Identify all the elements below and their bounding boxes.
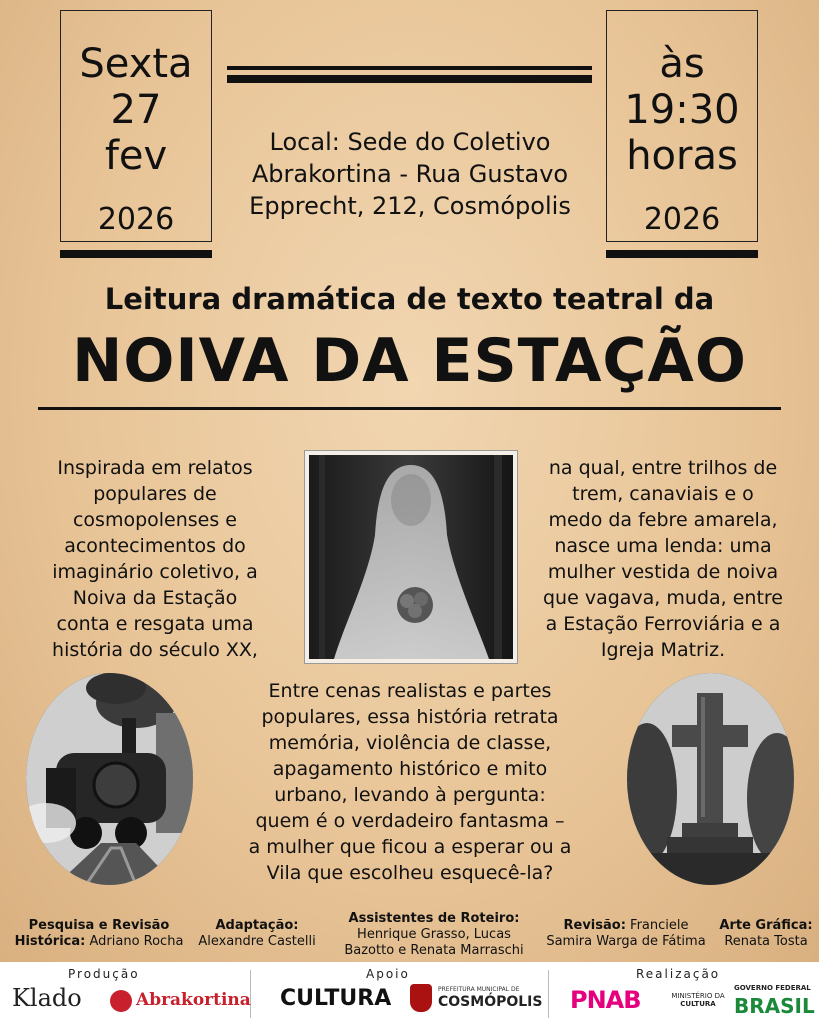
apoio-label: Apoio <box>366 967 410 981</box>
text-left-line: acontecimentos do <box>64 535 246 557</box>
time-hour: 19:30 <box>624 87 740 133</box>
credit-revisao-name: Franciele <box>630 918 689 933</box>
text-left-line: conta e resgata uma <box>56 613 254 635</box>
text-left-line: Noiva da Estação <box>72 587 238 609</box>
text-left <box>30 455 280 663</box>
location-text <box>215 126 605 222</box>
credit-arte-name: Renata Tosta <box>724 934 808 949</box>
top-rule-2 <box>227 75 592 83</box>
train-image <box>26 673 193 885</box>
text-left-line: Inspirada em relatos <box>57 457 253 479</box>
credit-revisao-label: Revisão: <box>563 918 626 933</box>
text-right-line: nasce uma lenda: uma <box>554 535 772 557</box>
date-weekday: Sexta <box>79 41 193 87</box>
pnab-logo: PNAB <box>570 986 641 1014</box>
location-line-1: Local: Sede do Coletivo <box>269 128 551 156</box>
text-center-line: populares, essa história retrata <box>261 706 559 728</box>
credit-revisao-name-2: Samira Warga de Fátima <box>546 934 706 949</box>
text-left-line: cosmopolenses e <box>72 509 237 531</box>
credit-pesquisa-name: Adriano Rocha <box>89 934 184 949</box>
date-underline <box>60 250 212 258</box>
text-center-line: Entre cenas realistas e partes <box>268 680 552 702</box>
credit-pesquisa-label: Pesquisa e Revisão <box>28 918 170 933</box>
text-left-line: imaginário coletivo, a <box>52 561 258 583</box>
top-rule-1 <box>227 66 592 70</box>
text-right-line: que vagava, muda, entre <box>543 587 783 609</box>
bride-illustration <box>309 455 513 659</box>
credit-assistentes-name: Bazotto e Renata Marraschi <box>344 943 524 958</box>
text-right-line: a Estação Ferroviária e a <box>545 613 781 635</box>
credit-assistentes-label: Assistentes de Roteiro: <box>348 911 520 926</box>
bride-photo <box>305 451 517 663</box>
date-box <box>60 10 212 242</box>
footer-divider <box>548 970 549 1018</box>
time-prefix: às <box>659 41 705 87</box>
text-center-line: urbano, levando à pergunta: <box>274 784 546 806</box>
abrakortina-icon <box>110 990 132 1012</box>
text-left-line: história do século XX, <box>52 639 258 661</box>
abrakortina-logo: Abrakortina <box>136 990 251 1010</box>
credit-pesquisa <box>4 918 194 950</box>
credit-adaptacao <box>190 918 324 950</box>
credit-pesquisa-label-2: Histórica: <box>14 934 86 949</box>
sponsor-footer <box>0 962 819 1024</box>
text-right-line: na qual, entre trilhos de <box>548 457 778 479</box>
cultura-logo: CULTURA <box>280 986 392 1011</box>
time-year: 2026 <box>643 202 721 237</box>
text-center-line: memória, violência de classe, <box>268 732 552 754</box>
cross-image <box>627 673 794 885</box>
brasil-logo: BRASIL <box>734 994 815 1018</box>
event-subtitle: Leitura dramática de texto teatral da <box>104 282 715 316</box>
producao-label: Produção <box>68 967 140 981</box>
cosmopolis-crest-icon <box>410 984 432 1012</box>
text-right-line: mulher vestida de noiva <box>547 561 779 583</box>
realizacao-label: Realização <box>636 967 721 981</box>
time-box <box>606 10 758 242</box>
date-year: 2026 <box>97 202 175 237</box>
text-center-line: Vila que escolheu esquecê-la? <box>266 862 554 884</box>
text-center-line: apagamento histórico e mito <box>272 758 548 780</box>
credit-adaptacao-label: Adaptação: <box>215 918 299 933</box>
title-underline <box>38 407 781 410</box>
date-day: 27 <box>110 87 162 133</box>
credit-revisao <box>536 918 716 950</box>
text-right-line: trem, canaviais e o <box>572 483 754 505</box>
credit-arte <box>714 918 818 950</box>
credit-adaptacao-name: Alexandre Castelli <box>198 934 316 949</box>
ministerio-logo <box>668 992 728 1008</box>
time-unit: horas <box>626 133 738 179</box>
cosmopolis-subtitle: PREFEITURA MUNICIPAL DE <box>438 986 520 993</box>
text-right-line: Igreja Matriz. <box>600 639 726 661</box>
location-line-2: Abrakortina - Rua Gustavo <box>251 160 569 188</box>
text-center <box>215 678 605 886</box>
cosmopolis-logo: COSMÓPOLIS <box>438 994 543 1010</box>
train-illustration <box>26 673 193 885</box>
text-center-line: quem é o verdadeiro fantasma – <box>255 810 565 832</box>
event-title: NOIVA DA ESTAÇÃO <box>72 326 747 396</box>
credit-assistentes-name: Henrique Grasso, Lucas <box>357 927 511 942</box>
time-underline <box>606 250 758 258</box>
text-right-line: medo da febre amarela, <box>548 509 778 531</box>
text-center-line: a mulher que ficou a esperar ou a <box>248 836 572 858</box>
ministerio-line-2: CULTURA <box>680 1000 716 1008</box>
location-line-3: Epprecht, 212, Cosmópolis <box>249 192 571 220</box>
text-left-line: populares de <box>93 483 217 505</box>
date-month: fev <box>104 133 168 179</box>
credit-assistentes <box>334 911 534 959</box>
governo-label: GOVERNO FEDERAL <box>734 984 811 992</box>
ministerio-line-1: MINISTÉRIO DA <box>671 992 725 1000</box>
klado-logo: Klado <box>12 984 82 1012</box>
cross-illustration <box>627 673 794 885</box>
text-right <box>527 455 799 663</box>
credit-arte-label: Arte Gráfica: <box>719 918 813 933</box>
